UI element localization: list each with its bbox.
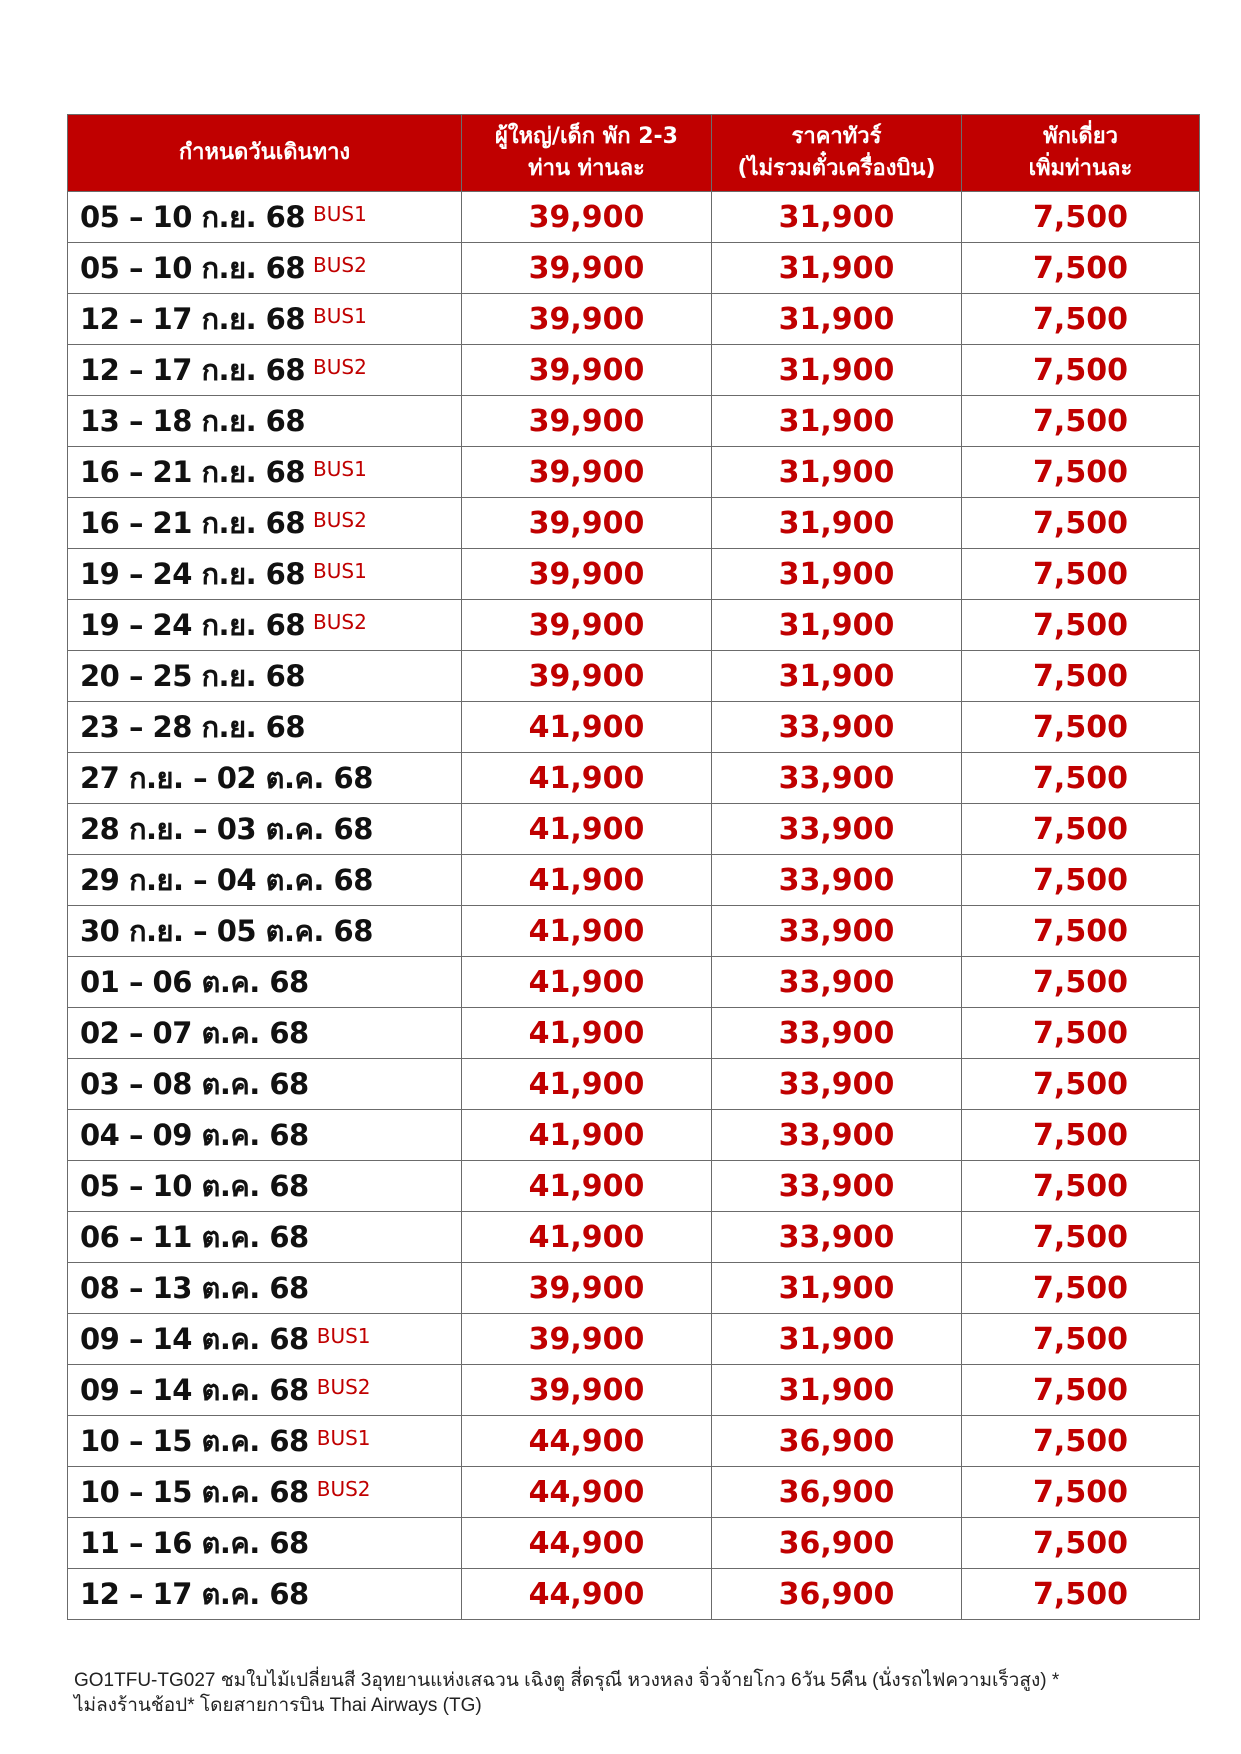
single-supplement-cell: 7,500 <box>962 1059 1200 1110</box>
travel-date: 27 ก.ย. – 02 ต.ค. 68 <box>80 761 373 795</box>
bus-label: BUS1 <box>313 457 367 481</box>
travel-date-cell <box>68 600 462 651</box>
tour-price-cell: 33,900 <box>712 804 962 855</box>
single-supplement-cell: 7,500 <box>962 600 1200 651</box>
travel-date: 12 – 17 ก.ย. 68 <box>80 302 306 336</box>
single-supplement-cell: 7,500 <box>962 1314 1200 1365</box>
single-supplement-cell: 7,500 <box>962 498 1200 549</box>
travel-date-cell <box>68 549 462 600</box>
bus-label: BUS2 <box>313 508 367 532</box>
travel-date: 10 – 15 ต.ค. 68 <box>80 1475 309 1509</box>
single-supplement-cell: 7,500 <box>962 906 1200 957</box>
tour-price-cell: 31,900 <box>712 1365 962 1416</box>
adult-price-cell: 39,900 <box>462 243 712 294</box>
bus-label: BUS2 <box>313 610 367 634</box>
table-row <box>68 753 1200 804</box>
table-row <box>68 1059 1200 1110</box>
table-row <box>68 804 1200 855</box>
adult-price-cell: 39,900 <box>462 192 712 243</box>
bus-label: BUS1 <box>313 559 367 583</box>
header-single-supplement <box>962 115 1200 192</box>
travel-date-cell <box>68 1365 462 1416</box>
travel-date-cell <box>68 804 462 855</box>
header-travel-date <box>68 115 462 192</box>
bus-label: BUS1 <box>316 1426 371 1450</box>
adult-price-cell: 39,900 <box>462 600 712 651</box>
travel-date-cell <box>68 1314 462 1365</box>
table-row <box>68 1008 1200 1059</box>
tour-price-cell: 36,900 <box>712 1416 962 1467</box>
travel-date: 05 – 10 ก.ย. 68 <box>80 251 306 285</box>
single-supplement-cell: 7,500 <box>962 396 1200 447</box>
header-tour-price <box>712 115 962 192</box>
travel-date: 20 – 25 ก.ย. 68 <box>80 659 306 693</box>
travel-date: 04 – 09 ต.ค. 68 <box>80 1118 309 1152</box>
table-row <box>68 1365 1200 1416</box>
adult-price-cell: 41,900 <box>462 957 712 1008</box>
header-line1: พักเดี่ยว <box>1043 124 1118 150</box>
travel-date: 06 – 11 ต.ค. 68 <box>80 1220 309 1254</box>
table-row <box>68 1263 1200 1314</box>
tour-price-cell: 31,900 <box>712 651 962 702</box>
footer-note <box>74 1668 1194 1718</box>
table-row <box>68 1212 1200 1263</box>
header-line2: ท่าน ท่านละ <box>528 156 645 181</box>
table-row <box>68 1518 1200 1569</box>
single-supplement-cell: 7,500 <box>962 1416 1200 1467</box>
table-row <box>68 1161 1200 1212</box>
bus-label: BUS2 <box>313 355 367 379</box>
single-supplement-cell: 7,500 <box>962 651 1200 702</box>
adult-price-cell: 39,900 <box>462 345 712 396</box>
tour-price-cell: 33,900 <box>712 855 962 906</box>
adult-price-cell: 41,900 <box>462 702 712 753</box>
travel-date-cell <box>68 243 462 294</box>
travel-date-cell <box>68 1467 462 1518</box>
tour-price-cell: 33,900 <box>712 1212 962 1263</box>
travel-date: 09 – 14 ต.ค. 68 <box>80 1322 309 1356</box>
travel-date-cell <box>68 1212 462 1263</box>
table-row <box>68 957 1200 1008</box>
adult-price-cell: 41,900 <box>462 1161 712 1212</box>
travel-date: 09 – 14 ต.ค. 68 <box>80 1373 309 1407</box>
single-supplement-cell: 7,500 <box>962 192 1200 243</box>
header-line1: ผู้ใหญ่/เด็ก พัก 2-3 <box>495 124 678 150</box>
single-supplement-cell: 7,500 <box>962 1569 1200 1620</box>
tour-price-cell: 33,900 <box>712 1059 962 1110</box>
adult-price-cell: 41,900 <box>462 855 712 906</box>
tour-price-cell: 31,900 <box>712 192 962 243</box>
single-supplement-cell: 7,500 <box>962 1263 1200 1314</box>
header-line2: (ไม่รวมตั๋วเครื่องบิน) <box>737 156 936 181</box>
tour-price-cell: 31,900 <box>712 345 962 396</box>
travel-date-cell <box>68 906 462 957</box>
travel-date-cell <box>68 1161 462 1212</box>
single-supplement-cell: 7,500 <box>962 1467 1200 1518</box>
adult-price-cell: 41,900 <box>462 1212 712 1263</box>
table-row <box>68 345 1200 396</box>
header-row <box>68 115 1200 192</box>
table-row <box>68 855 1200 906</box>
adult-price-cell: 44,900 <box>462 1416 712 1467</box>
bus-label: BUS1 <box>316 1324 371 1348</box>
adult-price-cell: 41,900 <box>462 753 712 804</box>
table-row <box>68 600 1200 651</box>
travel-date: 10 – 15 ต.ค. 68 <box>80 1424 309 1458</box>
adult-price-cell: 39,900 <box>462 651 712 702</box>
travel-date-cell <box>68 702 462 753</box>
header-line1: ราคาทัวร์ <box>791 124 882 150</box>
table-row <box>68 498 1200 549</box>
tour-price-cell: 31,900 <box>712 549 962 600</box>
travel-date-cell <box>68 1569 462 1620</box>
travel-date: 05 – 10 ต.ค. 68 <box>80 1169 309 1203</box>
travel-date-cell <box>68 855 462 906</box>
travel-date: 01 – 06 ต.ค. 68 <box>80 965 309 999</box>
single-supplement-cell: 7,500 <box>962 1518 1200 1569</box>
single-supplement-cell: 7,500 <box>962 1110 1200 1161</box>
single-supplement-cell: 7,500 <box>962 702 1200 753</box>
table-row <box>68 549 1200 600</box>
header-line2: เพิ่มท่านละ <box>1028 156 1133 181</box>
travel-date: 28 ก.ย. – 03 ต.ค. 68 <box>80 812 373 846</box>
adult-price-cell: 39,900 <box>462 1263 712 1314</box>
bus-label: BUS2 <box>316 1375 371 1399</box>
travel-date: 23 – 28 ก.ย. 68 <box>80 710 306 744</box>
table-row <box>68 906 1200 957</box>
adult-price-cell: 39,900 <box>462 294 712 345</box>
tour-price-cell: 31,900 <box>712 396 962 447</box>
table-row <box>68 1416 1200 1467</box>
travel-date-cell <box>68 1263 462 1314</box>
tour-price-cell: 33,900 <box>712 906 962 957</box>
tour-price-cell: 33,900 <box>712 957 962 1008</box>
tour-price-cell: 31,900 <box>712 498 962 549</box>
table-row <box>68 651 1200 702</box>
single-supplement-cell: 7,500 <box>962 957 1200 1008</box>
adult-price-cell: 41,900 <box>462 1059 712 1110</box>
adult-price-cell: 39,900 <box>462 396 712 447</box>
travel-date: 02 – 07 ต.ค. 68 <box>80 1016 309 1050</box>
tour-price-cell: 31,900 <box>712 1263 962 1314</box>
tour-price-cell: 33,900 <box>712 753 962 804</box>
single-supplement-cell: 7,500 <box>962 1008 1200 1059</box>
travel-date: 16 – 21 ก.ย. 68 <box>80 455 306 489</box>
travel-date: 12 – 17 ต.ค. 68 <box>80 1577 309 1611</box>
adult-price-cell: 39,900 <box>462 549 712 600</box>
travel-date-cell <box>68 753 462 804</box>
adult-price-cell: 39,900 <box>462 1365 712 1416</box>
tour-price-cell: 33,900 <box>712 1008 962 1059</box>
adult-price-cell: 41,900 <box>462 804 712 855</box>
bus-label: BUS2 <box>316 1477 371 1501</box>
single-supplement-cell: 7,500 <box>962 1212 1200 1263</box>
travel-date: 08 – 13 ต.ค. 68 <box>80 1271 309 1305</box>
travel-date-cell <box>68 1008 462 1059</box>
adult-price-cell: 39,900 <box>462 498 712 549</box>
table-row <box>68 294 1200 345</box>
adult-price-cell: 44,900 <box>462 1518 712 1569</box>
single-supplement-cell: 7,500 <box>962 1161 1200 1212</box>
travel-date: 29 ก.ย. – 04 ต.ค. 68 <box>80 863 373 897</box>
adult-price-cell: 44,900 <box>462 1467 712 1518</box>
travel-date-cell <box>68 1518 462 1569</box>
footer-line1: GO1TFU-TG027 ชมใบไม้เปลี่ยนสี 3อุทยานแห่งเสฉวน เฉิงตู สี่ดรุณี หวงหลง จิ่วจ้ายโกว 6วัน 5คืน (นั่งรถไฟความเร็วสูง) * <box>74 1670 1060 1691</box>
tour-price-cell: 36,900 <box>712 1569 962 1620</box>
travel-date-cell <box>68 651 462 702</box>
travel-date: 11 – 16 ต.ค. 68 <box>80 1526 309 1560</box>
bus-label: BUS1 <box>313 304 367 328</box>
single-supplement-cell: 7,500 <box>962 447 1200 498</box>
tour-price-cell: 36,900 <box>712 1518 962 1569</box>
travel-date: 19 – 24 ก.ย. 68 <box>80 608 306 642</box>
travel-date-cell <box>68 957 462 1008</box>
single-supplement-cell: 7,500 <box>962 345 1200 396</box>
bus-label: BUS1 <box>313 202 367 226</box>
travel-date: 19 – 24 ก.ย. 68 <box>80 557 306 591</box>
single-supplement-cell: 7,500 <box>962 243 1200 294</box>
table-row <box>68 447 1200 498</box>
single-supplement-cell: 7,500 <box>962 753 1200 804</box>
adult-price-cell: 39,900 <box>462 1314 712 1365</box>
travel-date-cell <box>68 1110 462 1161</box>
tour-price-cell: 33,900 <box>712 702 962 753</box>
table-row <box>68 702 1200 753</box>
footer-line2: ไม่ลงร้านช้อป* โดยสายการบิน Thai Airways (TG) <box>74 1695 482 1716</box>
tour-price-cell: 31,900 <box>712 1314 962 1365</box>
travel-date-cell <box>68 498 462 549</box>
tour-price-cell: 33,900 <box>712 1110 962 1161</box>
table-row <box>68 1314 1200 1365</box>
adult-price-cell: 39,900 <box>462 447 712 498</box>
travel-date-cell <box>68 294 462 345</box>
travel-date: 05 – 10 ก.ย. 68 <box>80 200 306 234</box>
travel-date-cell <box>68 192 462 243</box>
single-supplement-cell: 7,500 <box>962 549 1200 600</box>
travel-date-cell <box>68 447 462 498</box>
tour-price-cell: 31,900 <box>712 243 962 294</box>
travel-date: 13 – 18 ก.ย. 68 <box>80 404 306 438</box>
tour-price-cell: 31,900 <box>712 447 962 498</box>
price-rows <box>68 192 1200 1620</box>
table-row <box>68 243 1200 294</box>
table-row <box>68 1467 1200 1518</box>
travel-date-cell <box>68 396 462 447</box>
travel-date-cell <box>68 345 462 396</box>
travel-date: 03 – 08 ต.ค. 68 <box>80 1067 309 1101</box>
tour-price-cell: 31,900 <box>712 294 962 345</box>
single-supplement-cell: 7,500 <box>962 294 1200 345</box>
travel-date-cell <box>68 1416 462 1467</box>
single-supplement-cell: 7,500 <box>962 855 1200 906</box>
single-supplement-cell: 7,500 <box>962 1365 1200 1416</box>
table-row <box>68 396 1200 447</box>
bus-label: BUS2 <box>313 253 367 277</box>
travel-date: 12 – 17 ก.ย. 68 <box>80 353 306 387</box>
price-table <box>67 114 1200 1620</box>
header-line1: กำหนดวันเดินทาง <box>178 140 351 166</box>
adult-price-cell: 41,900 <box>462 906 712 957</box>
table-row <box>68 192 1200 243</box>
adult-price-cell: 44,900 <box>462 1569 712 1620</box>
travel-date: 30 ก.ย. – 05 ต.ค. 68 <box>80 914 373 948</box>
adult-price-cell: 41,900 <box>462 1110 712 1161</box>
single-supplement-cell: 7,500 <box>962 804 1200 855</box>
header-adult-child-price <box>462 115 712 192</box>
travel-date-cell <box>68 1059 462 1110</box>
tour-price-cell: 36,900 <box>712 1467 962 1518</box>
table-row <box>68 1110 1200 1161</box>
table-row <box>68 1569 1200 1620</box>
tour-price-cell: 33,900 <box>712 1161 962 1212</box>
travel-date: 16 – 21 ก.ย. 68 <box>80 506 306 540</box>
adult-price-cell: 41,900 <box>462 1008 712 1059</box>
tour-price-cell: 31,900 <box>712 600 962 651</box>
